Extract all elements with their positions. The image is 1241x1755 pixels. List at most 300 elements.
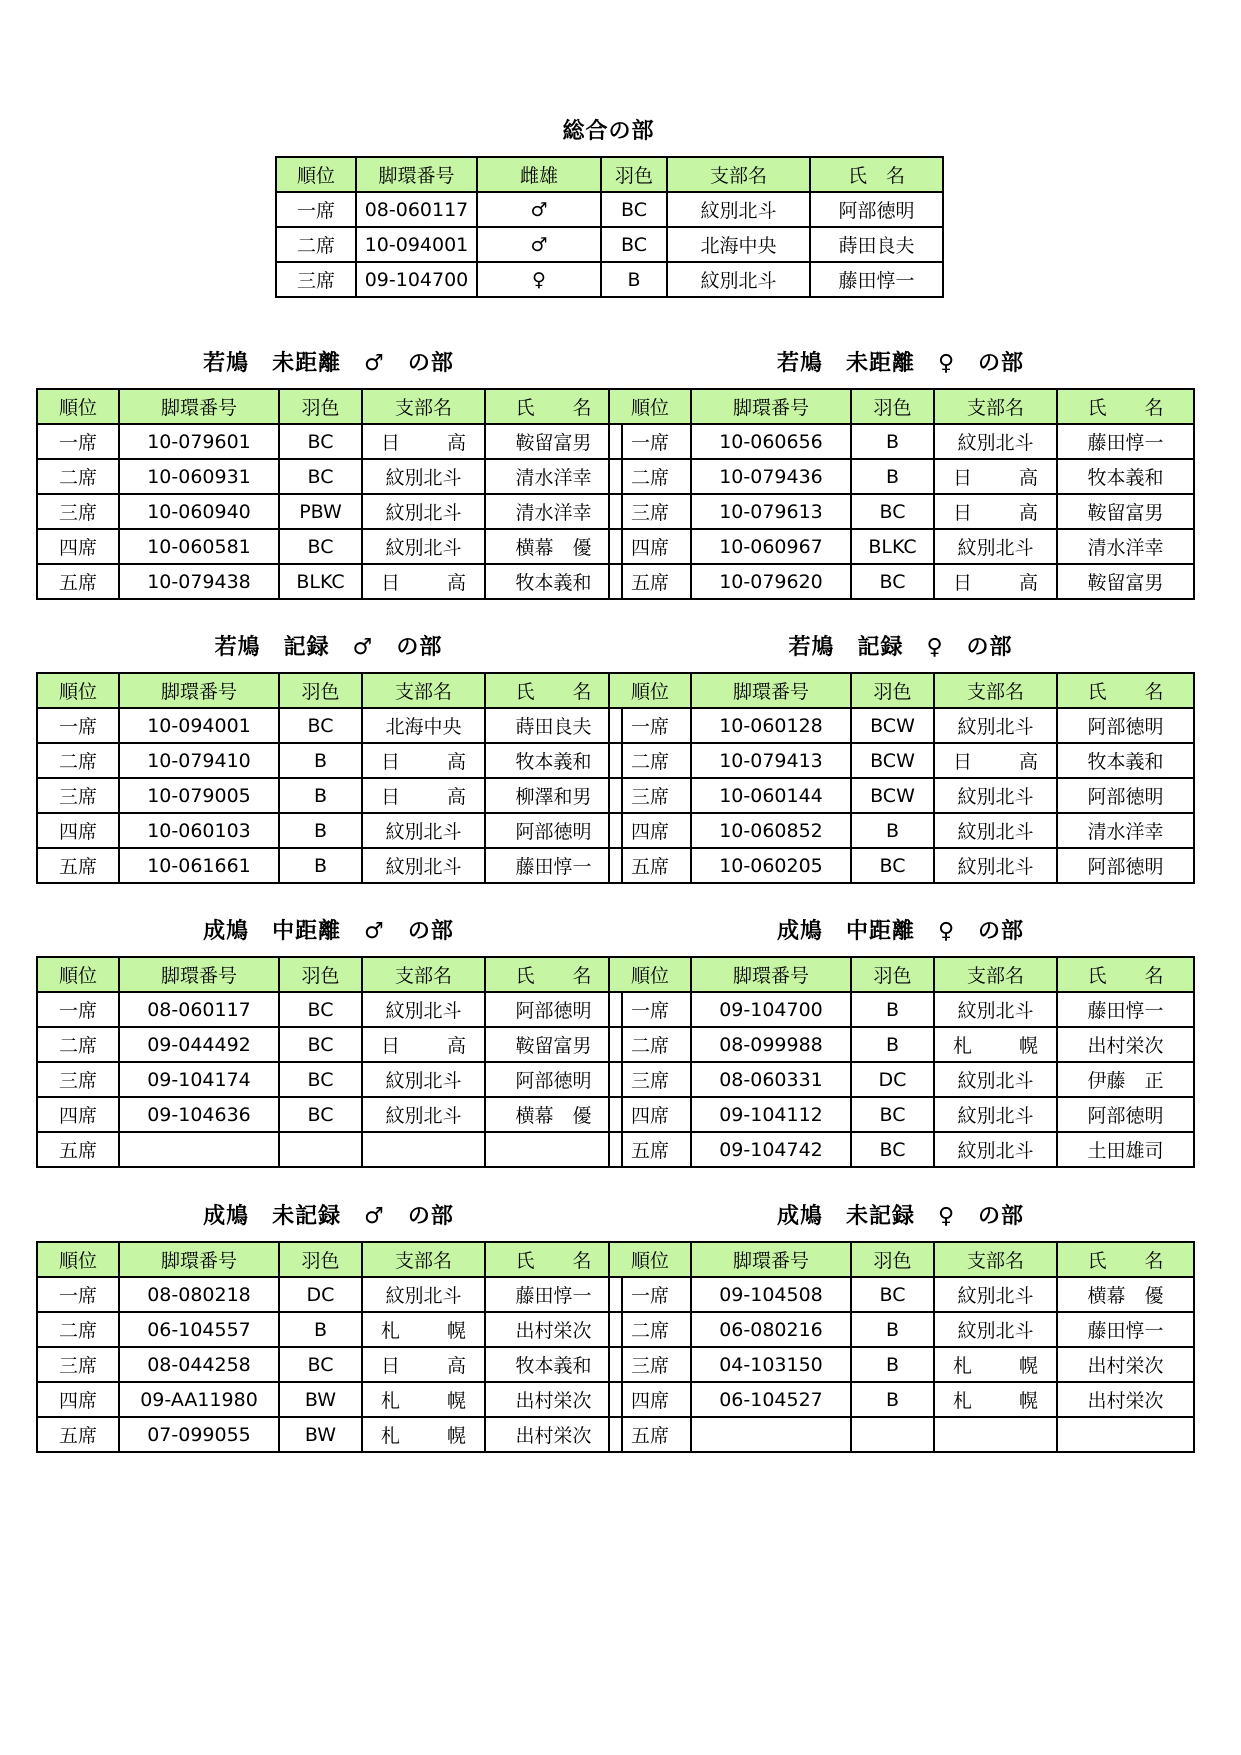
table-header-row [276, 157, 943, 192]
table-header-row [37, 1242, 622, 1277]
header-rank: 順位 [609, 389, 691, 424]
cell-color: BC [279, 424, 362, 459]
table-row [609, 529, 1194, 564]
cell-band-number: 09-AA11980 [119, 1382, 279, 1417]
category-section [608, 350, 1193, 600]
cell-owner: 藤田惇一 [485, 1277, 622, 1312]
header-rank: 順位 [609, 1242, 691, 1277]
cell-color: B [279, 848, 362, 883]
cell-branch: 紋別北斗 [362, 813, 485, 848]
cell-band-number: 10-060581 [119, 529, 279, 564]
cell-owner: 阿部徳明 [1057, 708, 1194, 743]
header-owner: 氏 名 [485, 673, 622, 708]
section-title: 成鳩 中距離 ♀ の部 [776, 919, 1025, 944]
cell-band-number: 10-079413 [691, 743, 851, 778]
cell-branch: 紋別北斗 [362, 1097, 485, 1132]
cell-color: B [851, 459, 934, 494]
cell-band-number: 10-061661 [119, 848, 279, 883]
cell-color: BC [279, 992, 362, 1027]
cell-rank: 三席 [37, 494, 119, 529]
cell-band-number: 09-104508 [691, 1277, 851, 1312]
table-row [609, 743, 1194, 778]
table-row [609, 848, 1194, 883]
header-rank: 順位 [276, 157, 356, 192]
cell-color: BC [601, 192, 667, 227]
cell-band-number: 06-080216 [691, 1312, 851, 1347]
category-section [608, 918, 1193, 1168]
table-row [37, 1062, 622, 1097]
header-rank: 順位 [37, 673, 119, 708]
cell-band-number: 06-104557 [119, 1312, 279, 1347]
table-row [37, 1027, 622, 1062]
cell-color: BC [851, 494, 934, 529]
cell-color: BLKC [279, 564, 362, 599]
cell-owner: 出村栄次 [1057, 1027, 1194, 1062]
cell-band-number: 09-104700 [356, 262, 477, 297]
section-title: 若鳩 未距離 ♂ の部 [203, 351, 454, 376]
header-color: 羽色 [851, 957, 934, 992]
overall-section [275, 118, 942, 298]
cell-color: BC [279, 1347, 362, 1382]
cell-color: BC [601, 227, 667, 262]
cell-rank: 二席 [609, 459, 691, 494]
table-row [37, 459, 622, 494]
cell-branch: 紋別北斗 [362, 848, 485, 883]
cell-rank: 一席 [276, 192, 356, 227]
cell-color: BC [279, 529, 362, 564]
header-color: 羽色 [279, 1242, 362, 1277]
cell-rank: 一席 [609, 992, 691, 1027]
cell-branch: 紋別北斗 [362, 529, 485, 564]
cell-color: PBW [279, 494, 362, 529]
cell-branch: 紋別北斗 [362, 1062, 485, 1097]
header-rank: 順位 [37, 1242, 119, 1277]
section-title: 若鳩 未距離 ♀ の部 [776, 351, 1025, 376]
table-row [609, 1277, 1194, 1312]
cell-rank: 五席 [609, 564, 691, 599]
category-section [36, 350, 621, 600]
cell-branch: 紋別北斗 [362, 992, 485, 1027]
cell-band-number: 10-079620 [691, 564, 851, 599]
cell-color: BC [851, 1132, 934, 1167]
table-row [609, 1417, 1194, 1452]
cell-color: BC [279, 708, 362, 743]
cell-rank: 四席 [609, 529, 691, 564]
cell-rank: 四席 [37, 813, 119, 848]
cell-branch: 紋別北斗 [934, 1312, 1057, 1347]
cell-rank: 一席 [37, 1277, 119, 1312]
cell-color: BC [279, 1027, 362, 1062]
ranking-table [608, 672, 1195, 884]
cell-color: BCW [851, 778, 934, 813]
cell-band-number: 10-060103 [119, 813, 279, 848]
table-row [37, 778, 622, 813]
header-branch: 支部名 [362, 673, 485, 708]
table-row [609, 708, 1194, 743]
cell-owner: 出村栄次 [1057, 1347, 1194, 1382]
header-owner: 氏 名 [485, 389, 622, 424]
cell-color: BC [851, 564, 934, 599]
cell-color: B [851, 1027, 934, 1062]
header-band-number: 脚環番号 [691, 1242, 851, 1277]
header-color: 羽色 [279, 957, 362, 992]
cell-branch: 札 幌 [934, 1027, 1057, 1062]
cell-rank: 三席 [37, 778, 119, 813]
cell-owner: 土田雄司 [1057, 1132, 1194, 1167]
cell-rank: 一席 [37, 424, 119, 459]
cell-color: BC [279, 1062, 362, 1097]
header-band-number: 脚環番号 [356, 157, 477, 192]
table-row [37, 1132, 622, 1167]
cell-rank: 二席 [37, 743, 119, 778]
cell-owner: 蒔田良夫 [485, 708, 622, 743]
table-row [276, 227, 943, 262]
cell-branch: 北海中央 [362, 708, 485, 743]
cell-branch: 日 高 [362, 564, 485, 599]
cell-branch: 札 幌 [362, 1417, 485, 1452]
header-color: 羽色 [279, 389, 362, 424]
cell-color: B [851, 1347, 934, 1382]
header-rank: 順位 [37, 389, 119, 424]
cell-rank: 二席 [37, 1027, 119, 1062]
cell-band-number: 07-099055 [119, 1417, 279, 1452]
cell-branch: 紋別北斗 [934, 424, 1057, 459]
cell-owner: 出村栄次 [1057, 1382, 1194, 1417]
header-color: 羽色 [851, 389, 934, 424]
cell-branch: 日 高 [934, 564, 1057, 599]
cell-rank: 一席 [37, 992, 119, 1027]
table-row [37, 564, 622, 599]
header-branch: 支部名 [934, 957, 1057, 992]
cell-color: B [601, 262, 667, 297]
cell-band-number: 10-094001 [356, 227, 477, 262]
table-row [37, 743, 622, 778]
header-rank: 順位 [609, 957, 691, 992]
cell-color: B [279, 778, 362, 813]
table-row [609, 1062, 1194, 1097]
cell-rank: 五席 [609, 848, 691, 883]
cell-band-number: 10-060852 [691, 813, 851, 848]
cell-owner: 鞍留富男 [1057, 494, 1194, 529]
cell-branch: 札 幌 [934, 1382, 1057, 1417]
cell-rank: 二席 [609, 743, 691, 778]
ranking-table [608, 388, 1195, 600]
cell-rank: 三席 [609, 1062, 691, 1097]
table-row [609, 424, 1194, 459]
header-owner: 氏 名 [1057, 957, 1194, 992]
table-header-row [37, 957, 622, 992]
cell-owner [485, 1132, 622, 1167]
table-row [37, 529, 622, 564]
table-row [37, 1382, 622, 1417]
cell-branch: 日 高 [362, 743, 485, 778]
cell-branch [934, 1417, 1057, 1452]
cell-branch: 日 高 [362, 1347, 485, 1382]
cell-owner: 清水洋幸 [485, 459, 622, 494]
cell-owner: 阿部徳明 [1057, 848, 1194, 883]
cell-band-number: 10-079410 [119, 743, 279, 778]
cell-color: BC [279, 1097, 362, 1132]
header-branch: 支部名 [934, 1242, 1057, 1277]
ranking-table [36, 388, 623, 600]
cell-branch: 北海中央 [667, 227, 810, 262]
cell-band-number [119, 1132, 279, 1167]
table-row [609, 564, 1194, 599]
cell-owner: 藤田惇一 [1057, 1312, 1194, 1347]
cell-owner: 出村栄次 [485, 1312, 622, 1347]
cell-band-number: 08-060331 [691, 1062, 851, 1097]
cell-rank: 四席 [37, 1097, 119, 1132]
ranking-table [36, 1241, 623, 1453]
cell-color: BW [279, 1382, 362, 1417]
cell-color: BC [851, 1277, 934, 1312]
cell-band-number: 10-079613 [691, 494, 851, 529]
cell-branch: 紋別北斗 [667, 192, 810, 227]
cell-branch: 紋別北斗 [934, 1132, 1057, 1167]
category-section [608, 634, 1193, 884]
cell-owner [1057, 1417, 1194, 1452]
cell-rank: 五席 [37, 1132, 119, 1167]
cell-band-number: 10-060205 [691, 848, 851, 883]
header-color: 羽色 [851, 1242, 934, 1277]
cell-color: DC [279, 1277, 362, 1312]
header-branch: 支部名 [362, 389, 485, 424]
header-color: 羽色 [279, 673, 362, 708]
category-section [36, 1203, 621, 1453]
table-header-row [37, 673, 622, 708]
cell-color: BC [851, 848, 934, 883]
cell-band-number: 10-060656 [691, 424, 851, 459]
table-row [276, 192, 943, 227]
cell-rank: 一席 [609, 708, 691, 743]
header-owner: 氏 名 [1057, 1242, 1194, 1277]
cell-branch: 紋別北斗 [934, 778, 1057, 813]
header-branch: 支部名 [667, 157, 810, 192]
cell-branch: 紋別北斗 [362, 459, 485, 494]
cell-color: B [851, 813, 934, 848]
cell-rank: 三席 [609, 1347, 691, 1382]
ranking-table [36, 956, 623, 1168]
cell-color: B [851, 424, 934, 459]
cell-band-number: 09-104636 [119, 1097, 279, 1132]
table-row [37, 813, 622, 848]
cell-rank: 一席 [37, 708, 119, 743]
cell-rank: 五席 [37, 1417, 119, 1452]
header-rank: 順位 [609, 673, 691, 708]
overall-title: 総合の部 [562, 119, 655, 144]
table-row [609, 992, 1194, 1027]
header-band-number: 脚環番号 [119, 673, 279, 708]
table-header-row [609, 389, 1194, 424]
cell-owner: 清水洋幸 [485, 494, 622, 529]
header-branch: 支部名 [362, 957, 485, 992]
table-row [609, 1097, 1194, 1132]
table-row [609, 1027, 1194, 1062]
cell-owner: 阿部徳明 [485, 1062, 622, 1097]
cell-rank: 四席 [609, 813, 691, 848]
cell-rank: 三席 [609, 494, 691, 529]
cell-color: B [851, 992, 934, 1027]
cell-branch: 日 高 [934, 494, 1057, 529]
header-color: 羽色 [601, 157, 667, 192]
cell-band-number: 10-079601 [119, 424, 279, 459]
cell-owner: 藤田惇一 [1057, 992, 1194, 1027]
table-header-row [609, 673, 1194, 708]
table-row [276, 262, 943, 297]
cell-color: BC [279, 459, 362, 494]
cell-rank: 五席 [37, 564, 119, 599]
cell-owner: 鞍留富男 [1057, 564, 1194, 599]
cell-owner: 阿部徳明 [485, 813, 622, 848]
cell-rank: 三席 [276, 262, 356, 297]
cell-rank: 五席 [609, 1417, 691, 1452]
cell-rank: 二席 [276, 227, 356, 262]
cell-branch: 紋別北斗 [362, 1277, 485, 1312]
cell-band-number: 06-104527 [691, 1382, 851, 1417]
table-row [37, 1347, 622, 1382]
cell-color [279, 1132, 362, 1167]
cell-rank: 四席 [37, 1382, 119, 1417]
cell-band-number: 09-104174 [119, 1062, 279, 1097]
cell-branch: 日 高 [362, 778, 485, 813]
cell-branch: 日 高 [362, 424, 485, 459]
cell-band-number: 10-060128 [691, 708, 851, 743]
cell-owner: 蒔田良夫 [810, 227, 943, 262]
cell-branch: 紋別北斗 [934, 813, 1057, 848]
overall-table [275, 156, 944, 298]
table-row [609, 1382, 1194, 1417]
category-section [608, 1203, 1193, 1453]
cell-band-number: 04-103150 [691, 1347, 851, 1382]
table-row [37, 1277, 622, 1312]
cell-branch: 紋別北斗 [934, 529, 1057, 564]
ranking-table [608, 1241, 1195, 1453]
cell-rank: 五席 [37, 848, 119, 883]
cell-rank: 三席 [609, 778, 691, 813]
cell-branch: 紋別北斗 [934, 992, 1057, 1027]
cell-owner: 柳澤和男 [485, 778, 622, 813]
table-header-row [37, 389, 622, 424]
table-header-row [609, 957, 1194, 992]
cell-color: BW [279, 1417, 362, 1452]
cell-rank: 四席 [609, 1097, 691, 1132]
cell-color: BCW [851, 743, 934, 778]
cell-rank: 三席 [37, 1062, 119, 1097]
cell-color: BC [851, 1097, 934, 1132]
cell-color: BLKC [851, 529, 934, 564]
cell-branch: 日 高 [934, 743, 1057, 778]
cell-band-number: 09-044492 [119, 1027, 279, 1062]
cell-owner: 牧本義和 [485, 1347, 622, 1382]
cell-branch: 日 高 [362, 1027, 485, 1062]
cell-rank: 一席 [609, 424, 691, 459]
table-row [609, 778, 1194, 813]
cell-band-number: 08-060117 [356, 192, 477, 227]
ranking-table [608, 956, 1195, 1168]
cell-owner: 牧本義和 [485, 564, 622, 599]
table-row [609, 1312, 1194, 1347]
cell-color [851, 1417, 934, 1452]
table-row [609, 459, 1194, 494]
cell-color: B [279, 813, 362, 848]
cell-owner: 横幕 優 [485, 529, 622, 564]
cell-band-number: 10-079438 [119, 564, 279, 599]
table-row [609, 813, 1194, 848]
header-band-number: 脚環番号 [119, 957, 279, 992]
header-owner: 氏 名 [485, 957, 622, 992]
cell-owner: 鞍留富男 [485, 1027, 622, 1062]
cell-owner: 牧本義和 [1057, 743, 1194, 778]
section-title: 成鳩 中距離 ♂ の部 [203, 919, 454, 944]
cell-owner: 阿部徳明 [485, 992, 622, 1027]
cell-branch: 紋別北斗 [934, 1277, 1057, 1312]
header-rank: 順位 [37, 957, 119, 992]
cell-owner: 藤田惇一 [485, 848, 622, 883]
table-row [37, 1417, 622, 1452]
category-section [36, 918, 621, 1168]
cell-band-number: 10-060940 [119, 494, 279, 529]
cell-rank: 二席 [37, 1312, 119, 1347]
cell-owner: 清水洋幸 [1057, 529, 1194, 564]
cell-band-number: 10-060931 [119, 459, 279, 494]
cell-owner: 伊藤 正 [1057, 1062, 1194, 1097]
table-row [37, 992, 622, 1027]
cell-owner: 出村栄次 [485, 1417, 622, 1452]
cell-owner: 清水洋幸 [1057, 813, 1194, 848]
header-color: 羽色 [851, 673, 934, 708]
cell-band-number: 08-044258 [119, 1347, 279, 1382]
cell-rank: 二席 [609, 1312, 691, 1347]
header-band-number: 脚環番号 [691, 957, 851, 992]
section-title: 成鳩 未記録 ♂ の部 [203, 1204, 454, 1229]
category-section [36, 634, 621, 884]
table-row [37, 708, 622, 743]
section-title: 若鳩 記録 ♀ の部 [788, 635, 1013, 660]
header-band-number: 脚環番号 [691, 389, 851, 424]
cell-band-number: 10-079005 [119, 778, 279, 813]
cell-rank: 二席 [609, 1027, 691, 1062]
cell-color: B [851, 1312, 934, 1347]
cell-branch: 日 高 [934, 459, 1057, 494]
cell-owner: 藤田惇一 [810, 262, 943, 297]
table-row [37, 1097, 622, 1132]
cell-rank: 二席 [37, 459, 119, 494]
section-title: 若鳩 記録 ♂ の部 [214, 635, 443, 660]
cell-owner: 横幕 優 [485, 1097, 622, 1132]
cell-branch: 紋別北斗 [667, 262, 810, 297]
cell-owner: 牧本義和 [485, 743, 622, 778]
header-band-number: 脚環番号 [691, 673, 851, 708]
cell-band-number: 10-079436 [691, 459, 851, 494]
cell-color: B [279, 1312, 362, 1347]
header-band-number: 脚環番号 [119, 389, 279, 424]
cell-owner: 阿部徳明 [810, 192, 943, 227]
table-row [37, 494, 622, 529]
cell-branch: 紋別北斗 [934, 848, 1057, 883]
cell-branch: 紋別北斗 [934, 1062, 1057, 1097]
cell-rank: 五席 [609, 1132, 691, 1167]
cell-band-number: 09-104742 [691, 1132, 851, 1167]
cell-rank: 四席 [609, 1382, 691, 1417]
cell-band-number: 10-060144 [691, 778, 851, 813]
cell-owner: 藤田惇一 [1057, 424, 1194, 459]
cell-rank: 一席 [609, 1277, 691, 1312]
cell-branch: 紋別北斗 [934, 1097, 1057, 1132]
cell-rank: 四席 [37, 529, 119, 564]
table-row [609, 1347, 1194, 1382]
cell-color: DC [851, 1062, 934, 1097]
cell-branch [362, 1132, 485, 1167]
